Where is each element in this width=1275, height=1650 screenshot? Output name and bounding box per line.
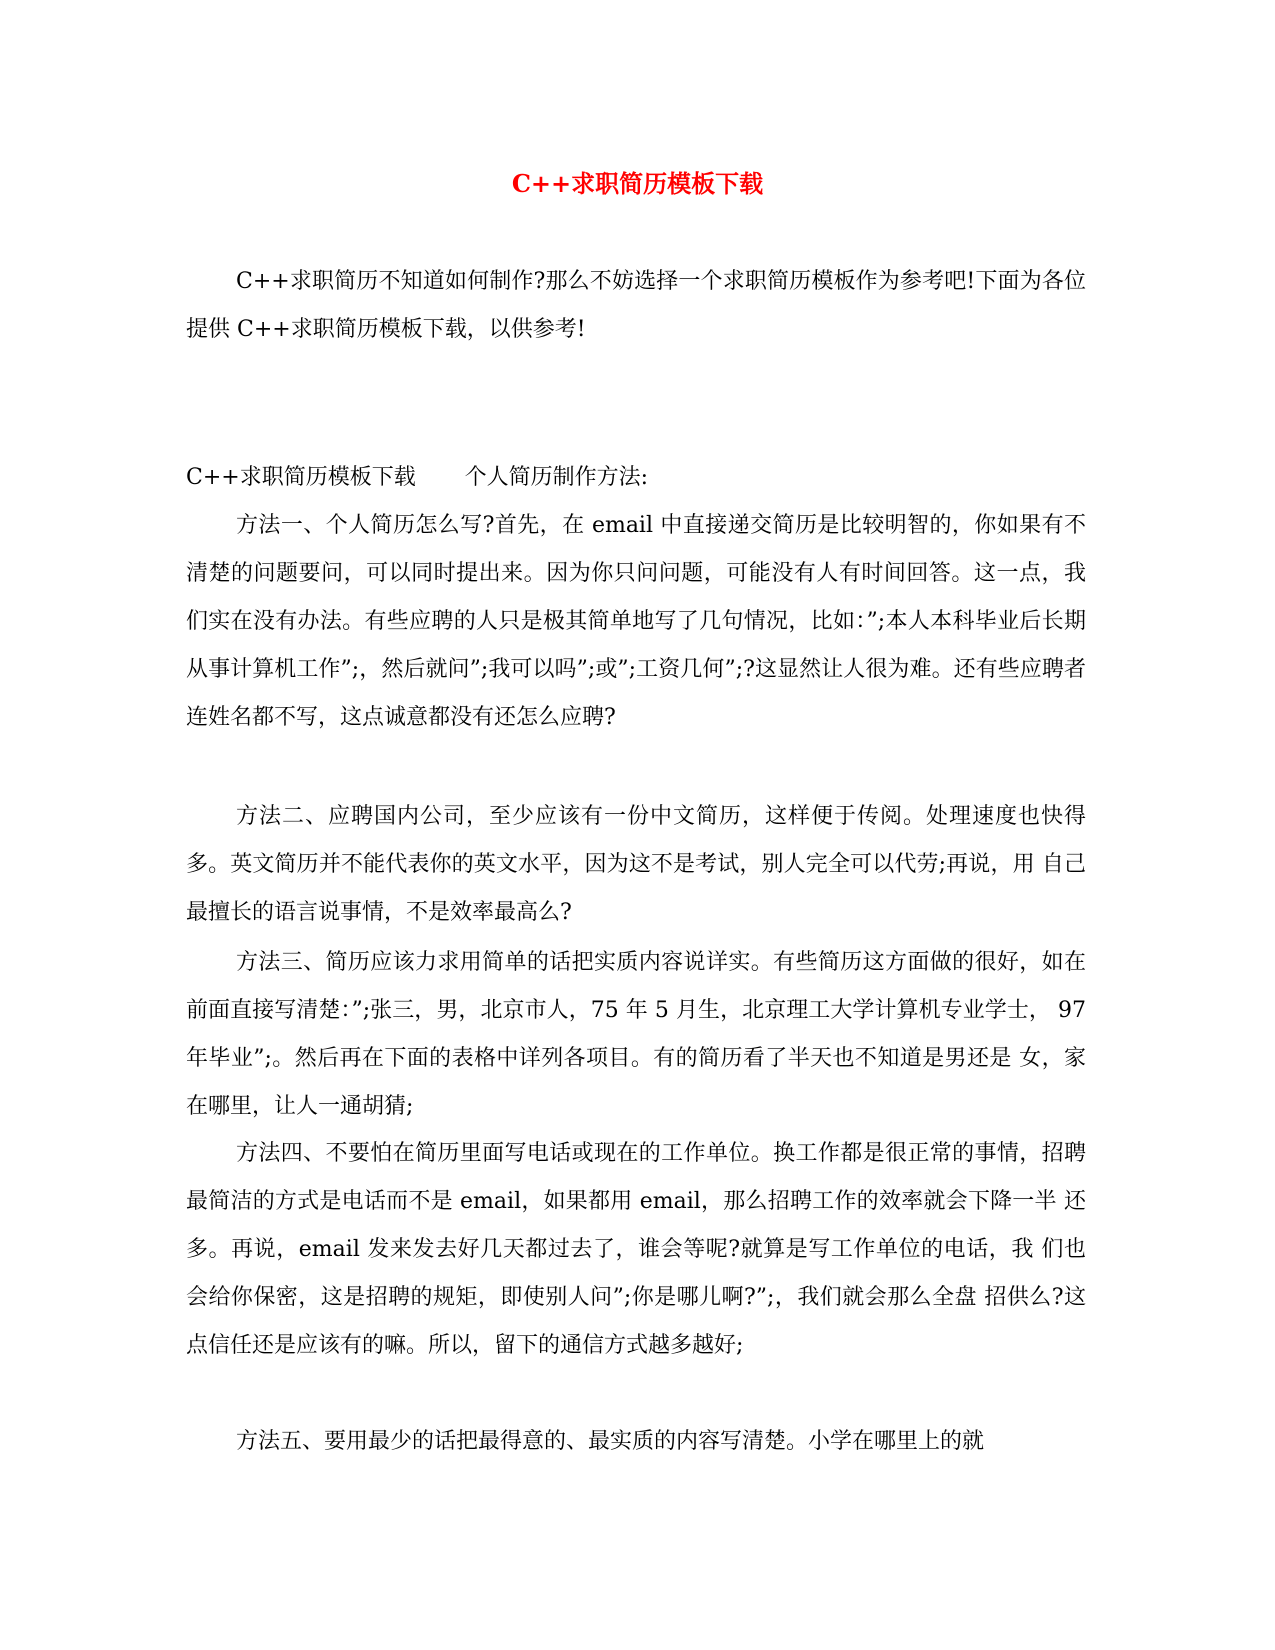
document-title: C++求职简历模板下载 xyxy=(511,169,764,198)
section-heading: C++求职简历模板下载 个人简历制作方法: xyxy=(186,465,649,490)
intro-paragraph: C++求职简历不知道如何制作?那么不妨选择一个求职简历模板作为参考吧!下面为各位提供 C++求职简历模板下载，以供参考! xyxy=(186,269,1086,342)
method-paragraph-2: 方法二、应聘国内公司，至少应该有一份中文简历，这样便于传阅。处理速度也快得多。英文简历并不能代表你的英文水平，因为这不是考试，别人完全可以代劳;再说，用 自己最擅长的语言说事情，不是效率最高么? xyxy=(186,804,1086,925)
method-paragraph-5: 方法五、要用最少的话把最得意的、最实质的内容写清楚。小学在哪里上的就 xyxy=(236,1429,985,1454)
method-paragraph-1: 方法一、个人简历怎么写?首先，在 email 中直接递交简历是比较明智的，你如果有不清楚的问题要问，可以同时提出来。因为你只问问题，可能没有人有时间回答。这一点，我们实在没有办法。有些应聘的人只是极其简单地写了几句情况，比如：”;本人本科毕业后长期从事计算机工作”;，然后就问”;我可以吗”;或”;工资几何”;?这显然让人很为难。还有些应聘者连姓名都不写，这点诚意都没有还怎么应聘? xyxy=(186,513,1086,730)
method-paragraph-4: 方法四、不要怕在简历里面写电话或现在的工作单位。换工作都是很正常的事情，招聘最简洁的方式是电话而不是 email，如果都用 email，那么招聘工作的效率就会下降一半 还多。再说，email 发来发去好几天都过去了，谁会等呢?就算是写工作单位的电话，我 们也会给你保密，这是招聘的规矩，即使别人问”;你是哪儿啊?”;，我们就会那么全盘 招供么?这点信任还是应该有的嘛。所以，留下的通信方式越多越好; xyxy=(186,1141,1086,1358)
method-paragraph-3: 方法三、简历应该力求用简单的话把实质内容说详实。有些简历这方面做的很好，如在前面直接写清楚：”;张三，男，北京市人，75 年 5 月生，北京理工大学计算机专业学士， 97 年毕业”;。然后再在下面的表格中详列各项目。有的简历看了半天也不知道是男还是 女，家在哪里，让人一通胡猜; xyxy=(186,950,1086,1119)
